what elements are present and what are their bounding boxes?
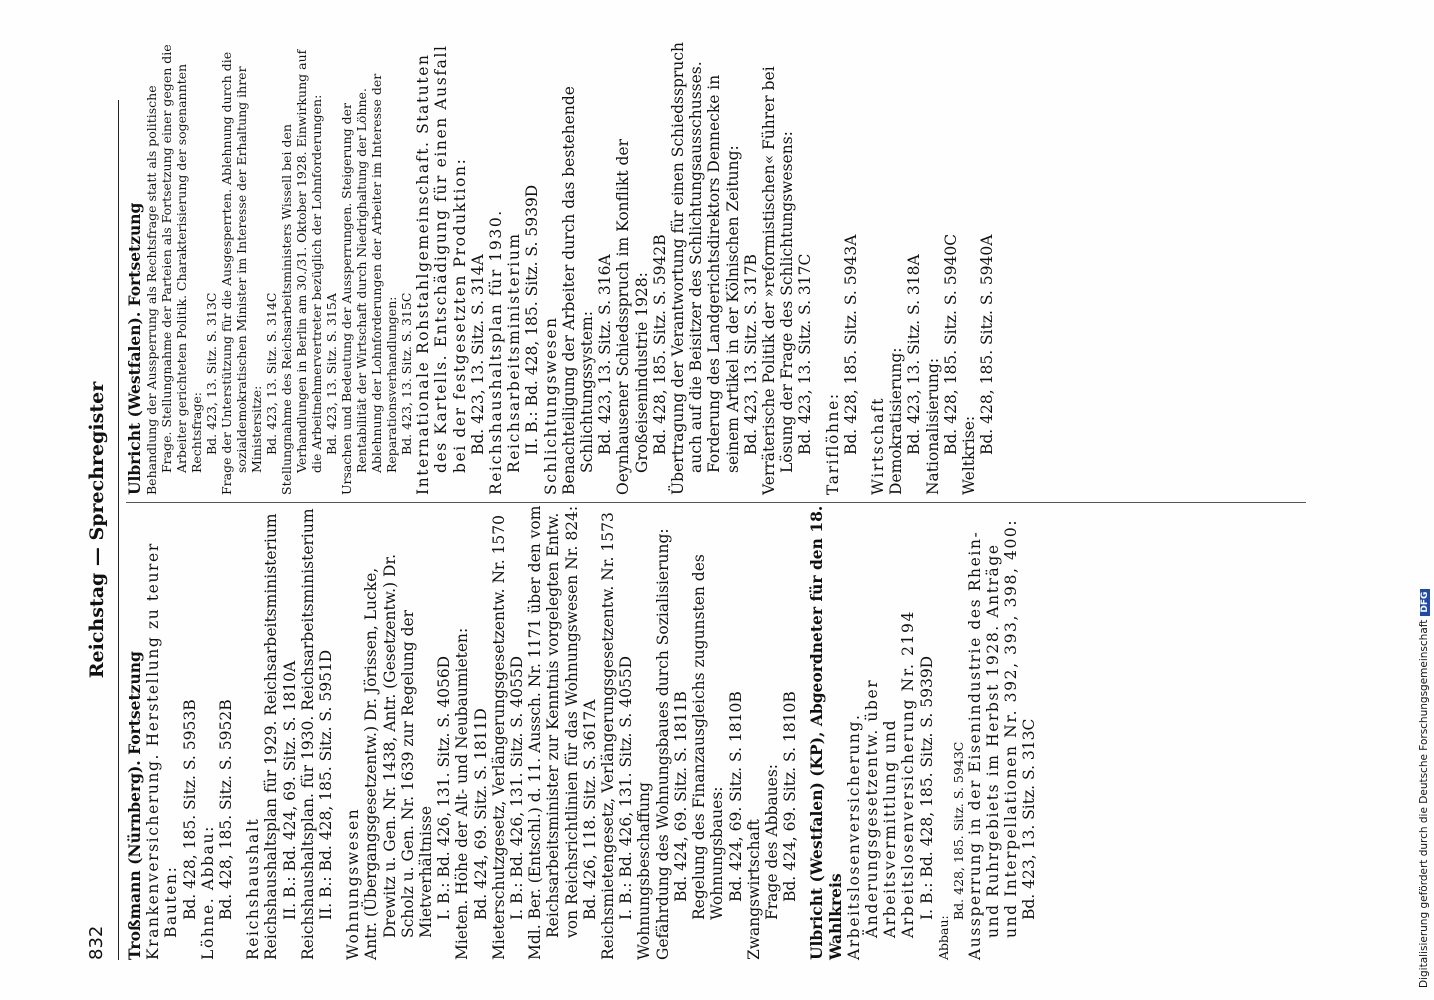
register-entry: Bd. 423, 13. Sitz. S. 314C [264, 292, 280, 455]
register-entry: Bd. 424, 69. Sitz. S. 1811D [471, 708, 490, 920]
register-entry: Gefährdung des Wohnungsbaues durch Sozialisierung: [653, 528, 672, 960]
register-entry: Internationale Rohstahlgemeinschaft. Statuten des Kartells. Entschädigung für einen Ausfall bei der festgesetzten Produktion: [414, 44, 469, 495]
register-entry: Ursachen und Bedeutung der Aussperrungen. Steigerung der Rentabilität der Wirtschaft durch Niedrighaltung der Löhne. Ablehnung der Lohnforderungen der Arbeiter im Interesse der Reparationsverhandlungen: [339, 73, 400, 495]
register-entry: Wirtschaft [869, 396, 888, 495]
register-entry: Bd. 428, 185. Sitz. S. 5942B [650, 234, 669, 455]
page-number: 832 [86, 925, 107, 960]
register-entry: Bd. 428, 185. Sitz. S. 5940C [941, 233, 960, 455]
entry-spacer [335, 505, 344, 960]
register-entry: Weltkrise: [960, 415, 979, 495]
register-entry: Bd. 428, 185. Sitz. S. 5953B [180, 699, 199, 920]
register-entry: Reichshaushaltsplan für 1930. Reichsarbeitsministerium [487, 209, 524, 495]
register-entry: II. B.: Bd. 428, 185. Sitz. S. 5951D [317, 649, 336, 920]
speaker-heading: Ulbricht (Westfalen) (KP), Abgeordneter für den 18. Wahlkreis [807, 505, 845, 960]
register-entry: Reichsmietengesetz, Verlängerungsgesetzentw. Nr. 1573 [599, 512, 618, 960]
register-entry: Bd. 423, 13. Sitz. S. 313C [204, 292, 220, 455]
register-entry: Bd. 423, 13. Sitz. S. 315C [399, 292, 415, 455]
register-entry: Benachteiligung der Arbeiter durch das bestehende Schlichtungssystem: [559, 86, 597, 495]
register-entry: I. B.: Bd. 426, 131. Sitz. S. 4055D [508, 655, 527, 920]
register-entry: Stellungnahme des Reichsarbeitsministers Wissell bei den Verhandlungen in Berlin am 30./31. Oktober 1928. Einwirkung auf die Arbeitnehmervertreter bezüglich der Lohnforderungen: [279, 49, 325, 495]
register-entry: Demokratisierung: [887, 347, 906, 495]
page-header [86, 100, 116, 960]
register-entry: Wohnungswesen [344, 807, 363, 960]
dfg-logo: DFG [1420, 589, 1430, 616]
register-entry: Zwangswirtschaft [744, 819, 763, 960]
register-entry: Bd. 423, 13. Sitz. S. 317B [741, 254, 760, 455]
register-entry: Aussperrung in der Eisenindustrie des Rhein- und Ruhrgebiets im Herbst 1928. Anträge und Interpellationen Nr. 392, 393, 398, 400: [965, 518, 1021, 960]
register-entry: Behandlung der Aussperrung als Rechtsfrage statt als politische Frage. Stellungnahme der Parteien als Fortsetzung einer gegen die Arbeiter gerichteten Politik. Charakterisierung der sogenannten Rechtsfrage: [144, 44, 205, 495]
right-column [126, 40, 997, 495]
entry-spacer [235, 505, 244, 960]
register-entry: Reichshaushaltsplan. für 1930. Reichsarbeitsministerium [298, 508, 317, 960]
register-entry: Löhne. Abbau: [198, 825, 217, 960]
left-column [126, 505, 1039, 960]
register-entry: Bd. 426, 118. Sitz. S. 3617A [580, 699, 599, 920]
register-entry: Reichshaushaltsplan für 1929. Reichsarbeitsministerium [262, 513, 281, 960]
register-entry: Verräterische Politik der »reformistischen« Führer bei Lösung der Frage des Schlichtungswesens: [760, 66, 797, 495]
register-entry: Bd. 428, 185. Sitz. S. 5943A [841, 234, 860, 455]
register-entry: Bd. 423, 13. Sitz. S. 316A [596, 254, 615, 455]
register-entry: I. B.: Bd. 426, 131. Sitz. S. 4056D [435, 655, 454, 920]
register-entry: Bd. 428, 185. Sitz. S. 5940A [978, 234, 997, 455]
register-entry: Bd. 424, 69. Sitz. S. 1810B [726, 691, 745, 902]
register-entry: Bd. 424, 69. Sitz. S. 1811B [671, 691, 690, 902]
register-entry: I. B.: Bd. 428, 185. Sitz. S. 5939D [917, 655, 936, 920]
entry-spacer [815, 40, 824, 495]
register-entry: Bd. 428, 185. Sitz. S. 5943C [950, 741, 966, 920]
register-entry: Regelung des Finanzausgleichs zugunsten des Wohnungsbaues: [690, 554, 727, 920]
register-entry: Oeynhausener Schiedsspruch im Konflikt der Großeisenindustrie 1928: [614, 138, 651, 495]
register-entry: Mdl. Ber. (Entschl.) d. 11. Aussch. Nr. 1171 über den vom Reichsarbeitsminister zur Kenntnis vorgelegten Entw. von Reichsrichtlinien für das Wohnungswesen Nr. 824: [526, 505, 581, 960]
register-entry: Schlichtungswesen [541, 316, 560, 495]
header-rule [118, 100, 119, 960]
register-entry: Wohnungsbeschaffung [635, 782, 654, 960]
register-entry: II. B.: Bd. 424, 69. Sitz. S. 1810A [280, 660, 299, 920]
register-entry: Antr. (Übergangsgesetzentw.) Dr. Jörissen, Lucke, Drewitz u. Gen. Nr. 1438, Antr. (Gesetzentw.) Dr. Scholz u. Gen. Nr. 1639 zur Regelung der Mietverhältnisse [362, 553, 436, 960]
register-entry: Mieten. Höhe der Alt- und Neubaumieten: [453, 627, 472, 960]
register-entry: II. B.: Bd. 428, 185. Sitz. S. 5939D [523, 184, 542, 455]
register-entry: Bd. 423, 13. Sitz. S. 317C [796, 253, 815, 455]
register-entry: Bd. 423, 13. Sitz. S. 313C [1020, 718, 1039, 920]
register-entry: Bd. 423, 13. Sitz. S. 318A [905, 254, 924, 455]
register-entry: Frage des Abbaues: [762, 763, 781, 920]
register-entry: Arbeitslosenversicherung. Änderungsgesetzentw. über Arbeitsvermittlung und Arbeitslosenversicherung Nr. 2194 [844, 610, 918, 960]
credit-text: Digitalisierung gefördert durch die Deutsche Forschungsgemeinschaft [1418, 619, 1430, 988]
register-entry: Bd. 424, 69. Sitz. S. 1810B [781, 691, 800, 902]
register-entry: Frage der Unterstützung für die Ausgesperrten. Ablehnung durch die sozialdemokratischen Minister im Interesse der Erhaltung ihrer Ministersitze: [219, 51, 265, 495]
column-divider [126, 502, 1306, 503]
speaker-heading: Ulbricht (Westfalen). Fortsetzung [125, 202, 144, 495]
register-entry: Bd. 423, 13. Sitz. S. 314A [468, 254, 487, 455]
register-entry: Tariflöhne: [823, 392, 842, 495]
register-entry: Mieterschutzgesetz, Verlängerungsgesetzentw. Nr. 1570 [489, 514, 508, 960]
register-entry: Abbau: [935, 915, 951, 960]
running-title: Reichstag — Sprechregister [86, 381, 108, 679]
register-entry: I. B.: Bd. 426, 131. Sitz. S. 4055D [617, 655, 636, 920]
speaker-heading: Troßmann (Nürnberg). Fortsetzung [125, 651, 144, 960]
register-entry: Reichshaushalt [244, 817, 263, 960]
register-entry: Nationalisierung: [923, 357, 942, 495]
entry-spacer [860, 40, 869, 495]
register-entry: Übertragung der Verantwortung für einen Schiedsspruch auch auf die Beisitzer des Schlichtungsausschusses. Forderung des Landgerichtsdirektors Dennecke in seinem Artikel in der Kölnischen Zeitung: [669, 42, 742, 495]
register-entry: Bd. 428, 185. Sitz. S. 5952B [217, 699, 236, 920]
register-entry: Krankenversicherung. Herstellung zu teurer Bauten: [144, 542, 181, 960]
register-entry: Bd. 423, 13. Sitz. S. 315A [324, 293, 340, 455]
digitization-credit [1418, 8, 1430, 988]
